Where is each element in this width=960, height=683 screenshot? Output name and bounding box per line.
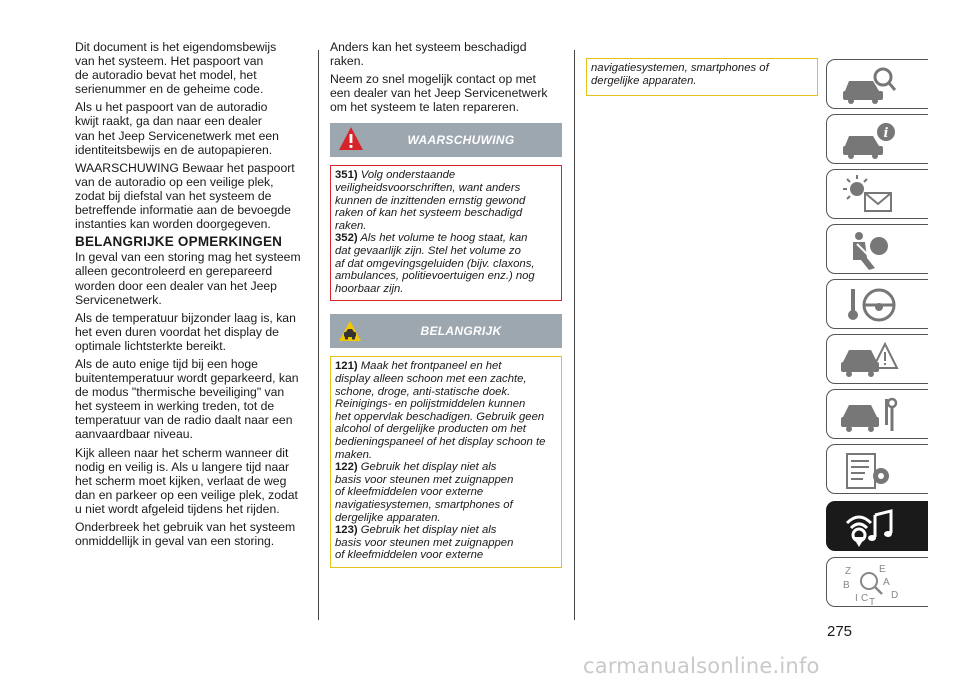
alphabetical-index-icon xyxy=(839,561,905,605)
paragraph: WAARSCHUWING Bewaar het paspoort van de autoradio op een veilige plek, zodat bij diefstal van het systeem de betreffende informatie aan de bevoegde instanties kan worden doorgegeven. xyxy=(75,160,295,232)
column-middle xyxy=(330,40,562,568)
multimedia-icon xyxy=(839,505,899,549)
tab-car-search[interactable] xyxy=(826,59,928,109)
note-number: 351) xyxy=(335,169,358,182)
column-left xyxy=(75,40,310,552)
page-number: 275 xyxy=(827,623,853,640)
column-right xyxy=(586,58,818,96)
warning-title: WAARSCHUWING xyxy=(407,133,515,148)
airbag-safety-icon xyxy=(839,228,899,272)
paragraph: Anders kan het systeem beschadigd raken. xyxy=(330,40,527,69)
car-info-icon xyxy=(839,118,899,162)
note-number: 122) xyxy=(335,461,358,474)
tab-steering-wheel[interactable] xyxy=(826,279,928,329)
tab-multimedia[interactable] xyxy=(826,501,928,551)
paragraph: Onderbreek het gebruik van het systeem onmiddellijk in geval van een storing. xyxy=(75,520,296,549)
warning-lights-icon xyxy=(839,173,899,217)
tab-airbag-safety[interactable] xyxy=(826,224,928,274)
tab-car-maintenance[interactable] xyxy=(826,389,928,439)
index-letter: B xyxy=(843,580,850,591)
tab-car-emergency[interactable] xyxy=(826,334,928,384)
note-number: 123) xyxy=(335,524,358,537)
index-letter: E xyxy=(879,564,886,575)
index-letter: A xyxy=(883,577,890,588)
paragraph: Dit document is het eigendomsbewijs van het systeem. Het paspoort van de autoradio bevat het model, het serienummer en de geheime code. xyxy=(75,40,277,97)
note-text: Gebruik het display niet als basis voor steunen met zuignappen of kleefmiddelen voor externe navigatiesystemen, smartphones of dergelijke apparaten. xyxy=(335,461,514,524)
important-header xyxy=(330,314,562,348)
important-box xyxy=(330,356,562,568)
note-text: Gebruik het display niet als basis voor steunen met zuignappen of kleefmiddelen voor externe xyxy=(335,524,514,562)
section-heading: BELANGRIJKE OPMERKINGEN xyxy=(75,234,283,250)
warning-box xyxy=(330,165,562,301)
tab-technical-data[interactable] xyxy=(826,444,928,494)
important-title: BELANGRIJK xyxy=(420,324,502,339)
car-emergency-icon xyxy=(839,338,899,382)
tab-alphabetical-index[interactable] xyxy=(826,557,928,607)
note-number: 121) xyxy=(335,360,358,373)
note-text: Volg onderstaande veiligheidsvoorschriften, want anders kunnen de inzittenden ernstig gewond raken of kan het systeem beschadigd raken. xyxy=(335,169,526,232)
index-letter: I xyxy=(855,593,858,604)
index-letter: Z xyxy=(845,566,852,577)
important-box-continued: navigatiesystemen, smartphones of dergelijke apparaten. xyxy=(586,58,818,96)
technical-data-icon xyxy=(839,448,899,492)
watermark: carmanualsonline.info xyxy=(583,654,820,678)
note-number: 352) xyxy=(335,232,358,245)
steering-wheel-icon xyxy=(839,283,899,327)
tab-car-info[interactable] xyxy=(826,114,928,164)
index-letter: D xyxy=(891,590,899,601)
svg-text:i: i xyxy=(883,126,889,141)
index-letter: C xyxy=(861,593,869,604)
tab-warning-lights[interactable] xyxy=(826,169,928,219)
note-text: Als het volume te hoog staat, kan dat gevaarlijk zijn. Stel het volume zo af dat omgevingsgeluiden (bijv. claxons, ambulances, politievoertuigen enz.) nog hoorbaar zijn. xyxy=(335,232,535,295)
paragraph: In geval van een storing mag het systeem alleen gecontroleerd en gerepareerd worden door een dealer van het Jeep Servicenetwerk. xyxy=(75,250,301,307)
index-letter: T xyxy=(869,597,876,605)
column-divider xyxy=(318,50,319,620)
paragraph: Als de temperatuur bijzonder laag is, kan het even duren voordat het display de optimale lichtsterkte bereikt. xyxy=(75,310,296,353)
car-search-icon xyxy=(839,63,899,107)
note-text: Maak het frontpaneel en het display alleen schoon met een zachte, schone, droge, anti-statische doek. Reinigings- en polijstmiddelen kunnen het oppervlak beschadigen. Gebruik geen alcohol of dergelijke producten om het bedieningspaneel of het display schoon te maken. xyxy=(335,360,546,461)
paragraph: Neem zo snel mogelijk contact op met een dealer van het Jeep Servicenetwerk om het systeem te laten repareren. xyxy=(330,72,548,115)
warning-header xyxy=(330,123,562,157)
column-divider xyxy=(574,50,575,620)
car-maintenance-icon xyxy=(839,393,899,437)
paragraph: Kijk alleen naar het scherm wanneer dit nodig en veilig is. Als u langere tijd naar het scherm moet kijken, verlaat de weg dan en parkeer op een veilige plek, zodat u niet wordt afgeleid tijdens het rijden. xyxy=(75,445,298,516)
paragraph: Als u het paspoort van de autoradio kwijt raakt, ga dan naar een dealer van het Jeep Servicenetwerk met een identiteitsbewijs en de autopapieren. xyxy=(75,100,279,157)
paragraph: Als de auto enige tijd bij een hoge buitentemperatuur wordt geparkeerd, kan de modus "thermische beveiliging" van het systeem in werking treden, tot de temperatuur van de radio daalt naar een aanvaardbaar niveau. xyxy=(75,356,299,442)
